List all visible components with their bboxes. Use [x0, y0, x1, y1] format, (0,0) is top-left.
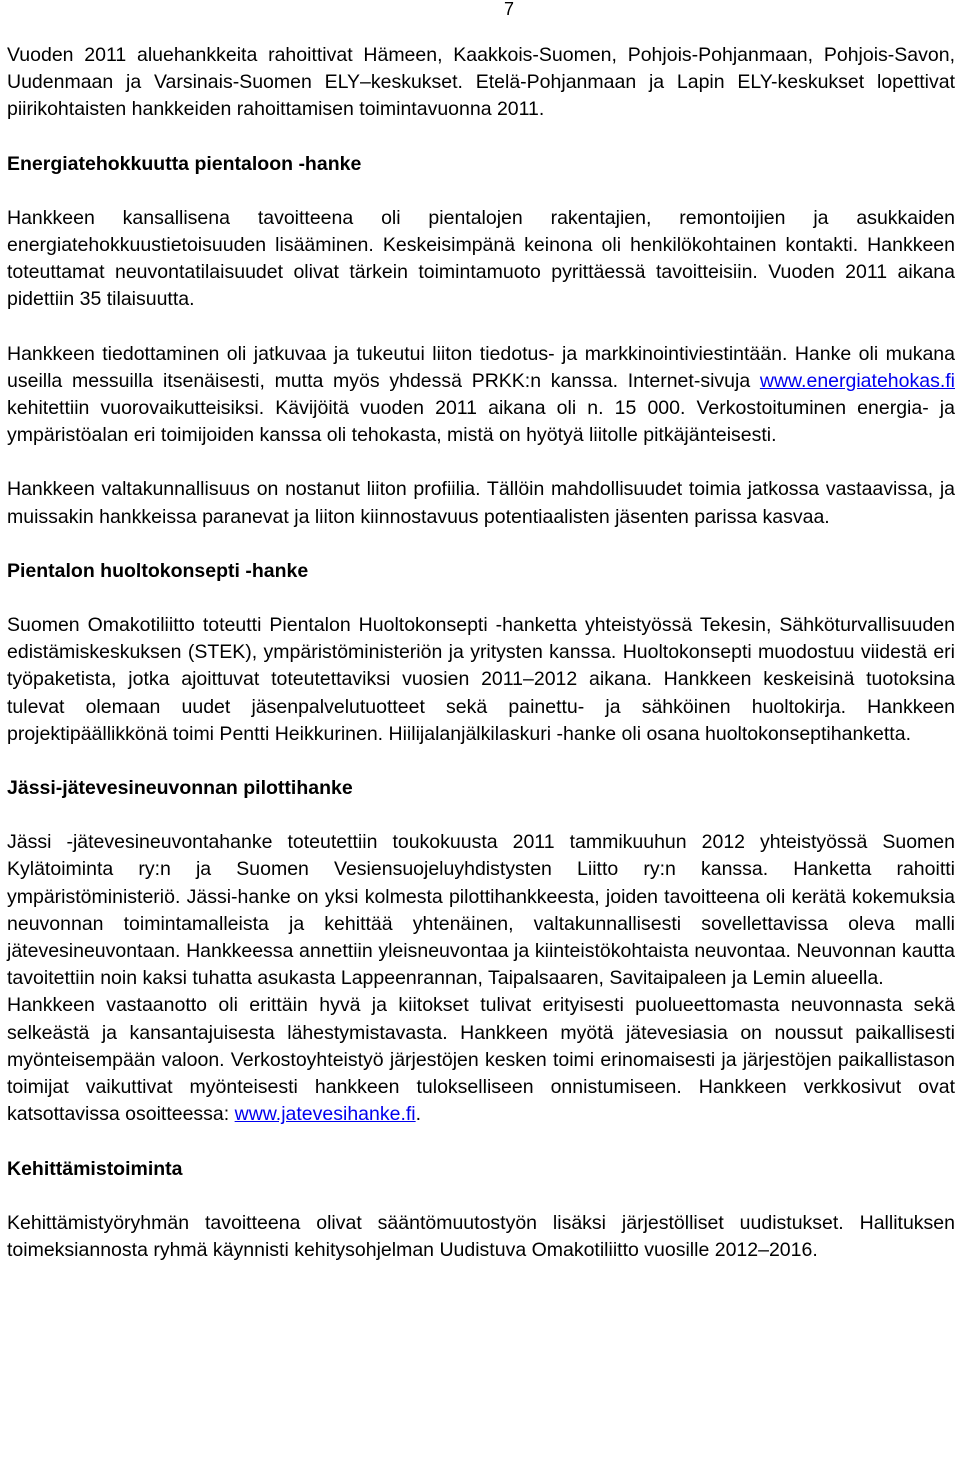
heading-kehittamistoiminta: Kehittämistoiminta: [7, 1157, 183, 1180]
heading-energiatehokkuutta: Energiatehokkuutta pientaloon -hanke: [7, 152, 362, 175]
jassi-paragraph-2: [7, 992, 955, 1128]
page-number: 7: [504, 0, 515, 19]
intro-paragraph: Vuoden 2011 aluehankkeita rahoittivat Hämeen, Kaakkois-Suomen, Pohjois-Pohjanmaan, Pohjois-Savon, Uudenmaan ja Varsinais-Suomen ELY–keskukset. Etelä-Pohjanmaan ja Lapin ELY-keskukset lopettivat piirikohtaisten hankkeiden rahoittamisen toimintavuonna 2011.: [7, 44, 955, 121]
kehittamis-paragraph-1: Kehittämistyöryhmän tavoitteena olivat sääntömuutostyön lisäksi järjestölliset uudistukset. Hallituksen toimeksiannosta ryhmä käynnisti kehitysohjelman Uudistuva Omakotiliitto vuosille 2012–2016.: [7, 1211, 955, 1261]
huolto-paragraph-1: Suomen Omakotiliitto toteutti Pientalon Huoltokonsepti -hanketta yhteistyössä Tekesin, Sähköturvallisuuden edistämiskeskuksen (STEK), ympäristöministeriön ja yritysten kanssa. Huoltokonsepti muodostuu viidestä eri työpaketista, jotka ajoittuvat toteutettaviksi vuosien 2011–2012 aikana. Hankkeen keskeisinä tuotoksina tulevat olemaan uudet jäsenpalvelutuotteet sekä painettu- ja sähköinen huoltokirja. Hankkeen projektipäällikkönä toimi Pentti Heikkurinen. Hiilijalanjälkilaskuri -hanke oli osana huoltokonseptihanketta.: [7, 614, 955, 745]
energia-paragraph-2-text-a: Hankkeen tiedottaminen oli jatkuvaa ja tukeutui liiton tiedotus- ja markkinointiviestintään. Hanke oli mukana useilla messuilla itsenäisesti, mutta myös yhdessä PRKK:n kanssa. Internet-sivuja: [7, 342, 955, 392]
energia-paragraph-2-text-b: kehitettiin vuorovaikutteisiksi. Kävijöitä vuoden 2011 aikana oli n. 15 000. Verkostoituminen energia- ja ympäristöalan eri toimijoiden kanssa oli tehokasta, mistä on hyötyä liitolle pitkäjänteisesti.: [7, 397, 955, 447]
heading-huoltokonsepti: Pientalon huoltokonsepti -hanke: [7, 559, 309, 582]
energiatehokas-link[interactable]: www.energiatehokas.fi: [759, 369, 955, 392]
jassi-paragraph-1: Jässi -jätevesineuvontahanke toteutettiin toukokuusta 2011 tammikuuhun 2012 yhteistyössä Suomen Kylätoiminta ry:n ja Suomen Vesiensuojeluyhdistysten Liitto ry:n kanssa. Hanketta rahoitti ympäristöministeriö. Jässi-hanke on yksi kolmesta pilottihankkeesta, joiden tavoitteena oli kerätä kokemuksia neuvonnan toimintamalleista ja kehittää yhtenäinen, valtakunnallisesti sovellettavissa oleva malli jätevesineuvontaan. Hankkeessa annettiin yleisneuvontaa ja kiinteistökohtaista neuvontaa. Neuvonnan kautta tavoitettiin noin kaksi tuhatta asukasta Lappeenrannan, Taipalsaaren, Savitaipaleen ja Lemin alueella.: [7, 831, 955, 990]
heading-jassi: Jässi-jätevesineuvonnan pilottihanke: [7, 777, 353, 800]
jatevesihanke-link[interactable]: www.jatevesihanke.fi: [234, 1103, 416, 1126]
jassi-paragraph-2-text-a: Hankkeen vastaanotto oli erittäin hyvä ja kiitokset tulivat erityisesti puolueettomasta neuvonnasta sekä selkeästä ja kansantajuisesta lähestymistavasta. Hankkeen myötä jätevesiasia on noussut paikallisesti myönteisempään valoon. Verkostoyhteistyö järjestöjen kesken toimi erinomaisesti ja järjestöjen paikallistason toimijat vaikuttivat myönteisesti hankkeen tulokselliseen onnistumiseen. Hankkeen verkkosivut ovat katsottavissa osoitteessa:: [7, 994, 955, 1126]
energia-paragraph-1: Hankkeen kansallisena tavoitteena oli pientalojen rakentajien, remontoijien ja asukkaiden energiatehokkuustietoisuuden lisääminen. Keskeisimpänä keinona oli henkilökohtainen kontakti. Hankkeen toteuttamat neuvontatilaisuudet olivat tärkein toimintamuoto pyrittäessä tavoitteisiin. Vuoden 2011 aikana pidettiin 35 tilaisuutta.: [7, 206, 955, 311]
jassi-paragraph-2-text-b: .: [415, 1103, 422, 1126]
energia-paragraph-2: [7, 341, 955, 450]
document-body: [7, 42, 955, 1264]
energia-paragraph-3: Hankkeen valtakunnallisuus on nostanut liiton profiilia. Tällöin mahdollisuudet toimia jatkossa vastaavissa, ja muissakin hankkeissa paranevat ja liiton kiinnostavuus potentiaalisten jäsenten parissa kasvaa.: [7, 478, 955, 528]
